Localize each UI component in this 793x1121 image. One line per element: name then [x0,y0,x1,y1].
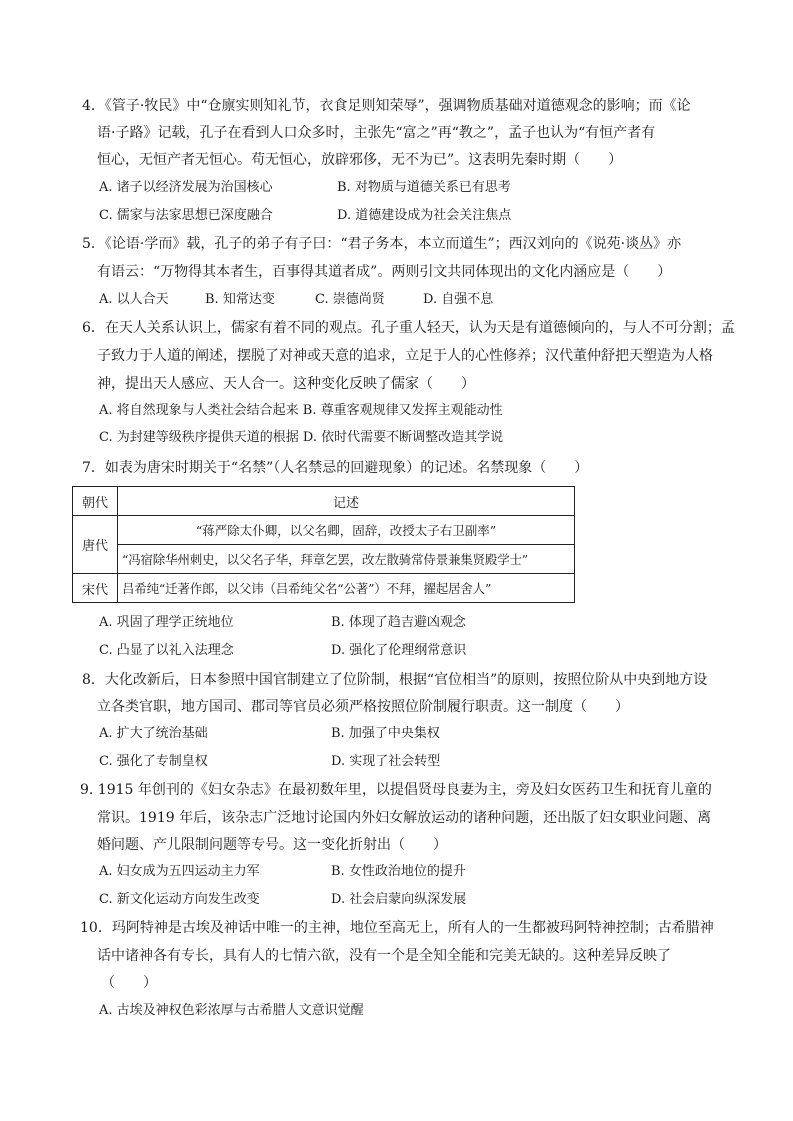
q7-stem: 7．如表为唐宋时期关于“名禁”（人名禁忌的回避现象）的记述。名禁现象（ ） [82,460,589,476]
q7-option-b[interactable]: B. 体现了趋吉避凶观念 [331,615,466,630]
q9-stem-line-1: 9. 1915 年创刊的《妇女杂志》在最初数年里，以提倡贤母良妻为主，旁及妇女医药卫生和抚育儿童的 [80,782,712,798]
q4-stem-line-2: 语·子路》记载，孔子在看到人口众多时，主张先“富之”再“教之”，孟子也认为“有恒产者有 [97,125,656,141]
q4-option-c[interactable]: C. 儒家与法家思想已深度融合 [99,208,273,223]
q7-option-d[interactable]: D. 强化了伦理纲常意识 [331,643,467,658]
q8-option-d[interactable]: D. 实现了社会转型 [331,754,441,769]
q6-options-cd[interactable]: C. 为封建等级秩序提供天道的根据 D. 依时代需要不断调整改造其学说 [99,430,504,445]
q7-table-header-row [73,487,575,516]
q7-era-tang: 唐代 [73,516,118,574]
q6-stem-line-1: 6．在天人关系认识上，儒家有着不同的观点。孔子重人轻天，认为天是有道德倾向的，与人不可分割；孟 [82,320,735,336]
q7-record-song-1: 吕希纯“迁著作郎，以父讳（吕希纯父名“公著”）不拜，擢起居舍人” [118,574,575,603]
q7-option-c[interactable]: C. 凸显了以礼入法理念 [99,643,234,658]
q10-stem-line-1: 10．玛阿特神是古埃及神话中唯一的主神，地位至高无上，所有人的一生都被玛阿特神控制；古希腊神 [80,920,714,936]
q7-record-tang-2: “冯宿除华州刺史，以父名子华，拜章乞罢，改左散骑常侍景兼集贤殿学士” [118,545,575,574]
q9-option-c[interactable]: C. 新文化运动方向发生改变 [99,892,260,907]
q7-header-era: 朝代 [73,487,118,516]
q4-stem-line-3: 恒心，无恒产者无恒心。苟无恒心，放辟邪侈，无不为已”。这表明先秦时期（ ） [97,152,623,168]
q6-stem-line-2: 子致力于人道的阐述，摆脱了对神或天意的追求，立足于人的心性修养；汉代董仲舒把天塑造为人格 [97,348,713,364]
q8-option-b[interactable]: B. 加强了中央集权 [331,726,440,741]
q7-table-row-tang-1 [73,516,575,545]
q7-option-a[interactable]: A. 巩固了理学正统地位 [99,615,234,630]
q9-option-a[interactable]: A. 妇女成为五四运动主力军 [99,864,260,879]
q9-stem-line-3: 婚问题、产儿限制问题等专号。这一变化折射出（ ） [97,837,447,853]
q7-era-song: 宋代 [73,574,118,603]
q10-stem-line-2: 话中诸神各有专长，具有人的七情六欲，没有一个是全知全能和完美无缺的。这种差异反映了 [97,948,671,964]
q5-option-c[interactable]: C. 崇德尚贤 [315,292,385,307]
q10-option-a[interactable]: A. 古埃及神权色彩浓厚与古希腊人文意识觉醒 [99,1003,364,1018]
q9-option-d[interactable]: D. 社会启蒙向纵深发展 [331,892,467,907]
q5-stem-line-1: 5．《论语·学而》载，孔子的弟子有子曰：“君子务本，本立而道生”；西汉刘向的《说苑·谈丛》亦 [82,236,682,252]
q10-stem-line-3: （ ） [101,975,157,991]
q6-stem-line-3: 神，提出天人感应、天人合一。这种变化反映了儒家（ ） [97,376,475,392]
q9-stem-line-2: 常识。1919 年后，该杂志广泛地讨论国内外妇女解放运动的诸种问题，还出版了妇女职业问题、离 [97,810,712,826]
q8-stem-line-1: 8．大化改新后，日本参照中国官制建立了位阶制，根据“官位相当”的原则，按照位阶从中央到地方设 [82,672,708,688]
q8-option-a[interactable]: A. 扩大了统治基础 [99,726,208,741]
q4-option-b[interactable]: B. 对物质与道德关系已有思考 [337,180,511,195]
q4-option-d[interactable]: D. 道德建设成为社会关注焦点 [337,208,512,223]
q7-table [72,486,575,603]
q8-option-c[interactable]: C. 强化了专制皇权 [99,754,208,769]
q7-table-row-song [73,574,575,603]
q9-option-b[interactable]: B. 女性政治地位的提升 [331,864,466,879]
q5-stem-line-2: 有语云：“万物得其本者生，百事得其道者成”。两则引文共同体现出的文化内涵应是（ ） [97,264,672,280]
q8-stem-line-2: 立各类官职，地方国司、郡司等官员必须严格按照位阶制履行职责。这一制度（ ） [97,699,629,715]
q5-option-d[interactable]: D. 自强不息 [423,292,494,307]
q7-header-record: 记述 [118,487,575,516]
q6-options-ab[interactable]: A. 将自然现象与人类社会结合起来 B. 尊重客观规律又发挥主观能动性 [99,403,503,418]
q7-table-row-tang-2 [73,545,575,574]
q7-record-tang-1: “蒋严除太仆卿，以父名卿，固辞，改授太子右卫副率” [118,516,575,545]
q4-stem-line-1: 4．《管子·牧民》中“仓廪实则知礼节，衣食足则知荣辱”，强调物质基础对道德观念的影响；而《论 [82,98,691,114]
q4-option-a[interactable]: A. 诸子以经济发展为治国核心 [99,180,273,195]
q5-option-a[interactable]: A. 以人合天 [99,292,169,307]
q5-option-b[interactable]: B. 知常达变 [205,292,275,307]
